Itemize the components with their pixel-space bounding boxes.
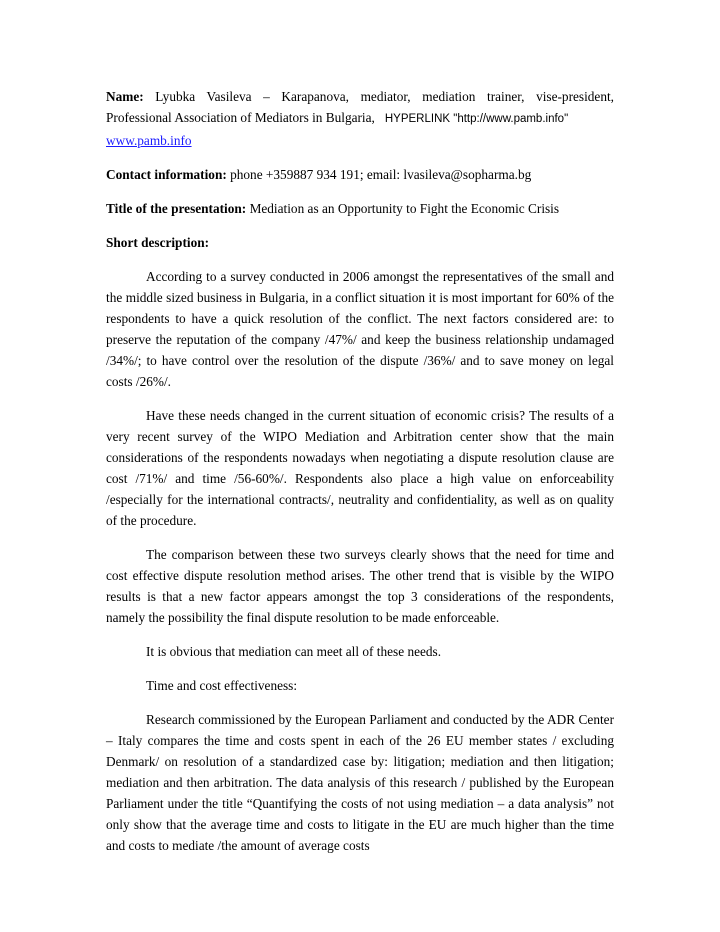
body-paragraph-mediation-needs: It is obvious that mediation can meet all of these needs.: [146, 644, 442, 659]
body-paragraph-comparison: The comparison between these two surveys clearly shows that the need for time and cost effective dispute resolution method arises. The other trend that is visible by the WIPO results is that a new factor appears amongst the top 3 considerations of the respondents, namely the possibility the final dispute resolution to be made enforceable.: [106, 547, 614, 625]
description-label: Short description:: [106, 235, 210, 250]
body-paragraph-wipo-survey: Have these needs changed in the current situation of economic crisis? The results of a very recent survey of the WIPO Mediation and Arbitration center show that the main considerations of the respondents nowadays when negotiating a dispute resolution clause are cost /71%/ and time /56-60%/. Respondents also place a high value on enforceability /especially for the international contracts/, neutrality and confidentiality, as well as on quality of the procedure.: [106, 408, 614, 528]
body-paragraph-time-cost-heading: Time and cost effectiveness:: [146, 678, 298, 693]
name-value: Lyubka Vasileva – Karapanova, mediator, mediation trainer, vise-president, Professional Association of Mediators in Bulgaria,: [106, 89, 614, 125]
title-paragraph: [106, 198, 614, 219]
hyperlink-field-code: HYPERLINK "http://www.pamb.info": [384, 113, 569, 125]
contact-value: phone +359887 934 191; email: lvasileva@sopharma.bg: [230, 167, 532, 182]
description-heading: [106, 232, 614, 253]
title-value: Mediation as an Opportunity to Fight the Economic Crisis: [249, 201, 560, 216]
contact-label: Contact information:: [106, 167, 227, 182]
document-page: [106, 86, 614, 869]
contact-paragraph: [106, 164, 614, 185]
title-label: Title of the presentation:: [106, 201, 247, 216]
name-paragraph: [106, 86, 614, 151]
body-paragraph-eu-research: Research commissioned by the European Parliament and conducted by the ADR Center – Italy compares the time and costs spent in each of the 26 EU member states / excluding Denmark/ on resolution of a standardized case by: litigation; mediation and then litigation; mediation and then arbitration. The data analysis of this research / published by the European Parliament under the title “Quantifying the costs of not using mediation – a data analysis” not only show that the average time and costs to litigate in the EU are much higher than the time and costs to mediate /the amount of average costs: [106, 712, 614, 853]
body-paragraph-survey-2006: According to a survey conducted in 2006 amongst the representatives of the small and the middle sized business in Bulgaria, in a conflict situation it is most important for 60% of the respondents to have a quick resolution of the conflict. The next factors considered are: to preserve the reputation of the company /47%/ and keep the business relationship undamaged /34%/; to have control over the resolution of the dispute /36%/ and to save money on legal costs /26%/.: [106, 269, 614, 389]
name-label: Name:: [106, 89, 144, 104]
website-link[interactable]: www.pamb.info: [106, 133, 192, 148]
